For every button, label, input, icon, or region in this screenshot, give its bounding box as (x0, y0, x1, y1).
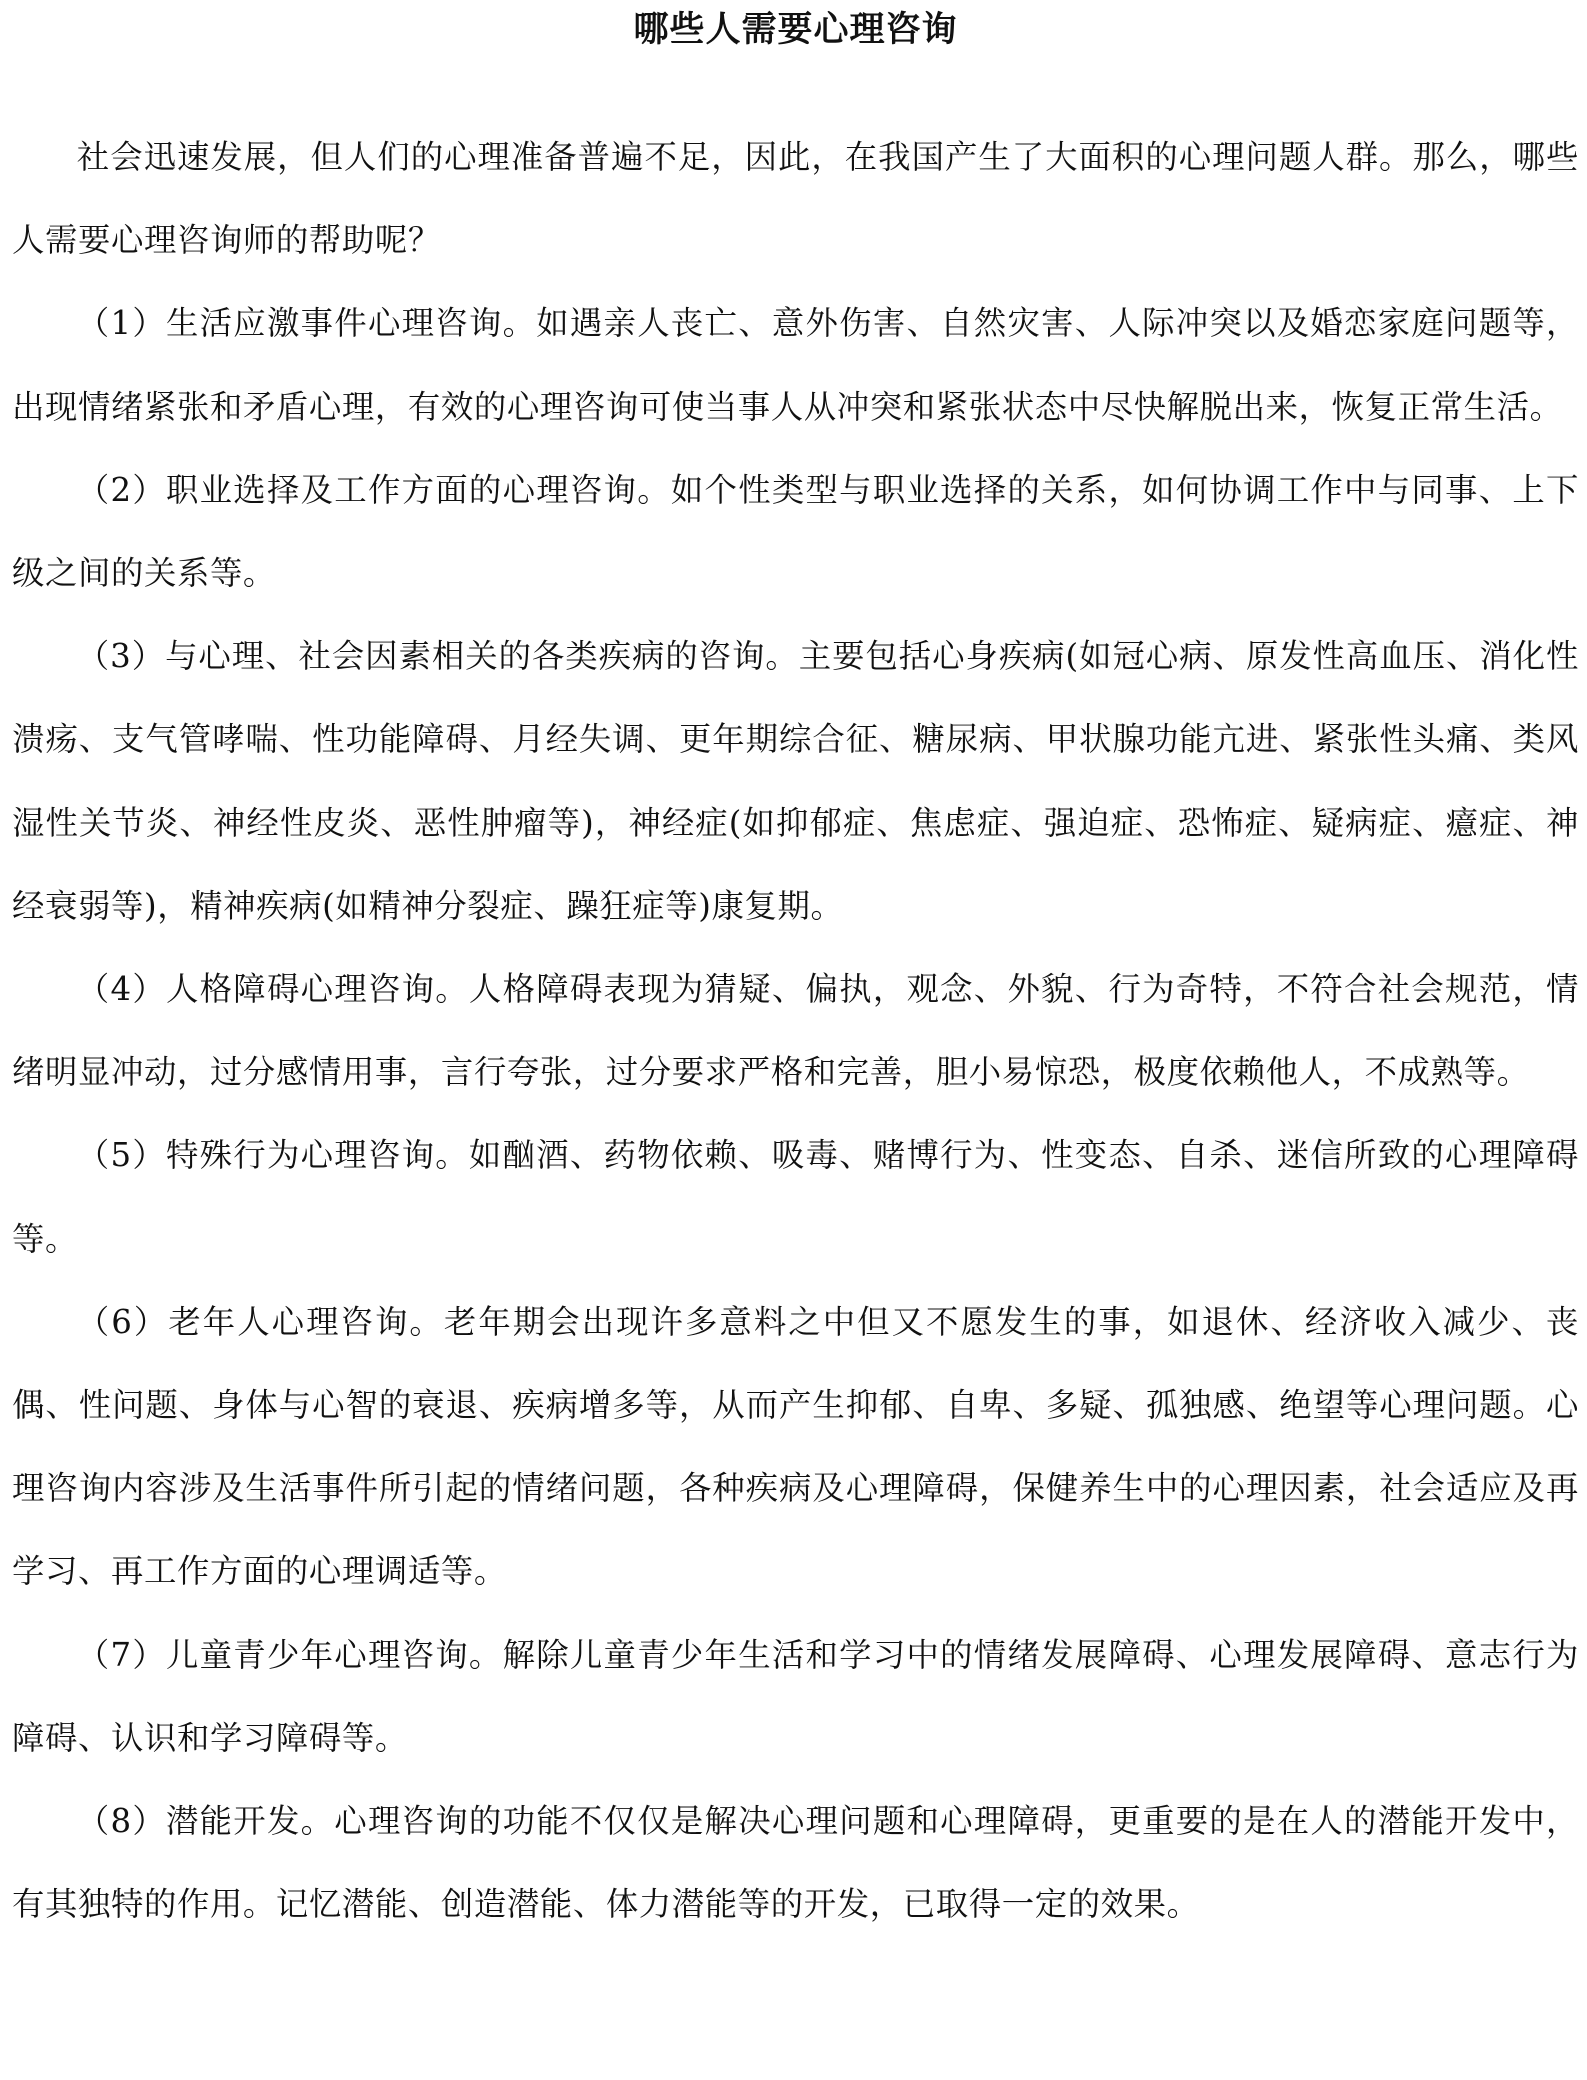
paragraph-item-5: （5）特殊行为心理咨询。如酗酒、药物依赖、吸毒、赌博行为、性变态、自杀、迷信所致的心理障碍等。 (12, 1136, 1579, 1258)
page-title: 哪些人需要心理咨询 (633, 10, 958, 50)
paragraph-item-1: （1）生活应激事件心理咨询。如遇亲人丧亡、意外伤害、自然灾害、人际冲突以及婚恋家庭问题等，出现情绪紧张和矛盾心理，有效的心理咨询可使当事人从冲突和紧张状态中尽快解脱出来，恢复正常生活。 (12, 304, 1579, 426)
paragraph-intro: 社会迅速发展，但人们的心理准备普遍不足，因此，在我国产生了大面积的心理问题人群。那么，哪些人需要心理咨询师的帮助呢？ (12, 138, 1579, 260)
paragraph-item-3: （3）与心理、社会因素相关的各类疾病的咨询。主要包括心身疾病(如冠心病、原发性高血压、消化性溃疡、支气管哮喘、性功能障碍、月经失调、更年期综合征、糖尿病、甲状腺功能亢进、紧张性头痛、类风湿性关节炎、神经性皮炎、恶性肿瘤等)，神经症(如抑郁症、焦虑症、强迫症、恐怖症、疑病症、癔症、神经衰弱等)，精神疾病(如精神分裂症、躁狂症等)康复期。 (12, 637, 1579, 925)
paragraph-item-6: （6）老年人心理咨询。老年期会出现许多意料之中但又不愿发生的事，如退休、经济收入减少、丧偶、性问题、身体与心智的衰退、疾病增多等，从而产生抑郁、自卑、多疑、孤独感、绝望等心理问题。心理咨询内容涉及生活事件所引起的情绪问题，各种疾病及心理障碍，保健养生中的心理因素，社会适应及再学习、再工作方面的心理调适等。 (12, 1302, 1579, 1591)
paragraph-item-7: （7）儿童青少年心理咨询。解除儿童青少年生活和学习中的情绪发展障碍、心理发展障碍、意志行为障碍、认识和学习障碍等。 (12, 1635, 1579, 1757)
paragraph-item-8: （8）潜能开发。心理咨询的功能不仅仅是解决心理问题和心理障碍，更重要的是在人的潜能开发中，有其独特的作用。记忆潜能、创造潜能、体力潜能等的开发，已取得一定的效果。 (12, 1802, 1579, 1924)
article-body (12, 116, 1579, 1946)
paragraph-item-2: （2）职业选择及工作方面的心理咨询。如个性类型与职业选择的关系，如何协调工作中与同事、上下级之间的关系等。 (12, 470, 1579, 593)
paragraph-item-4: （4）人格障碍心理咨询。人格障碍表现为猜疑、偏执，观念、外貌、行为奇特，不符合社会规范，情绪明显冲动，过分感情用事，言行夸张，过分要求严格和完善，胆小易惊恐，极度依赖他人，不成熟等。 (12, 970, 1579, 1092)
